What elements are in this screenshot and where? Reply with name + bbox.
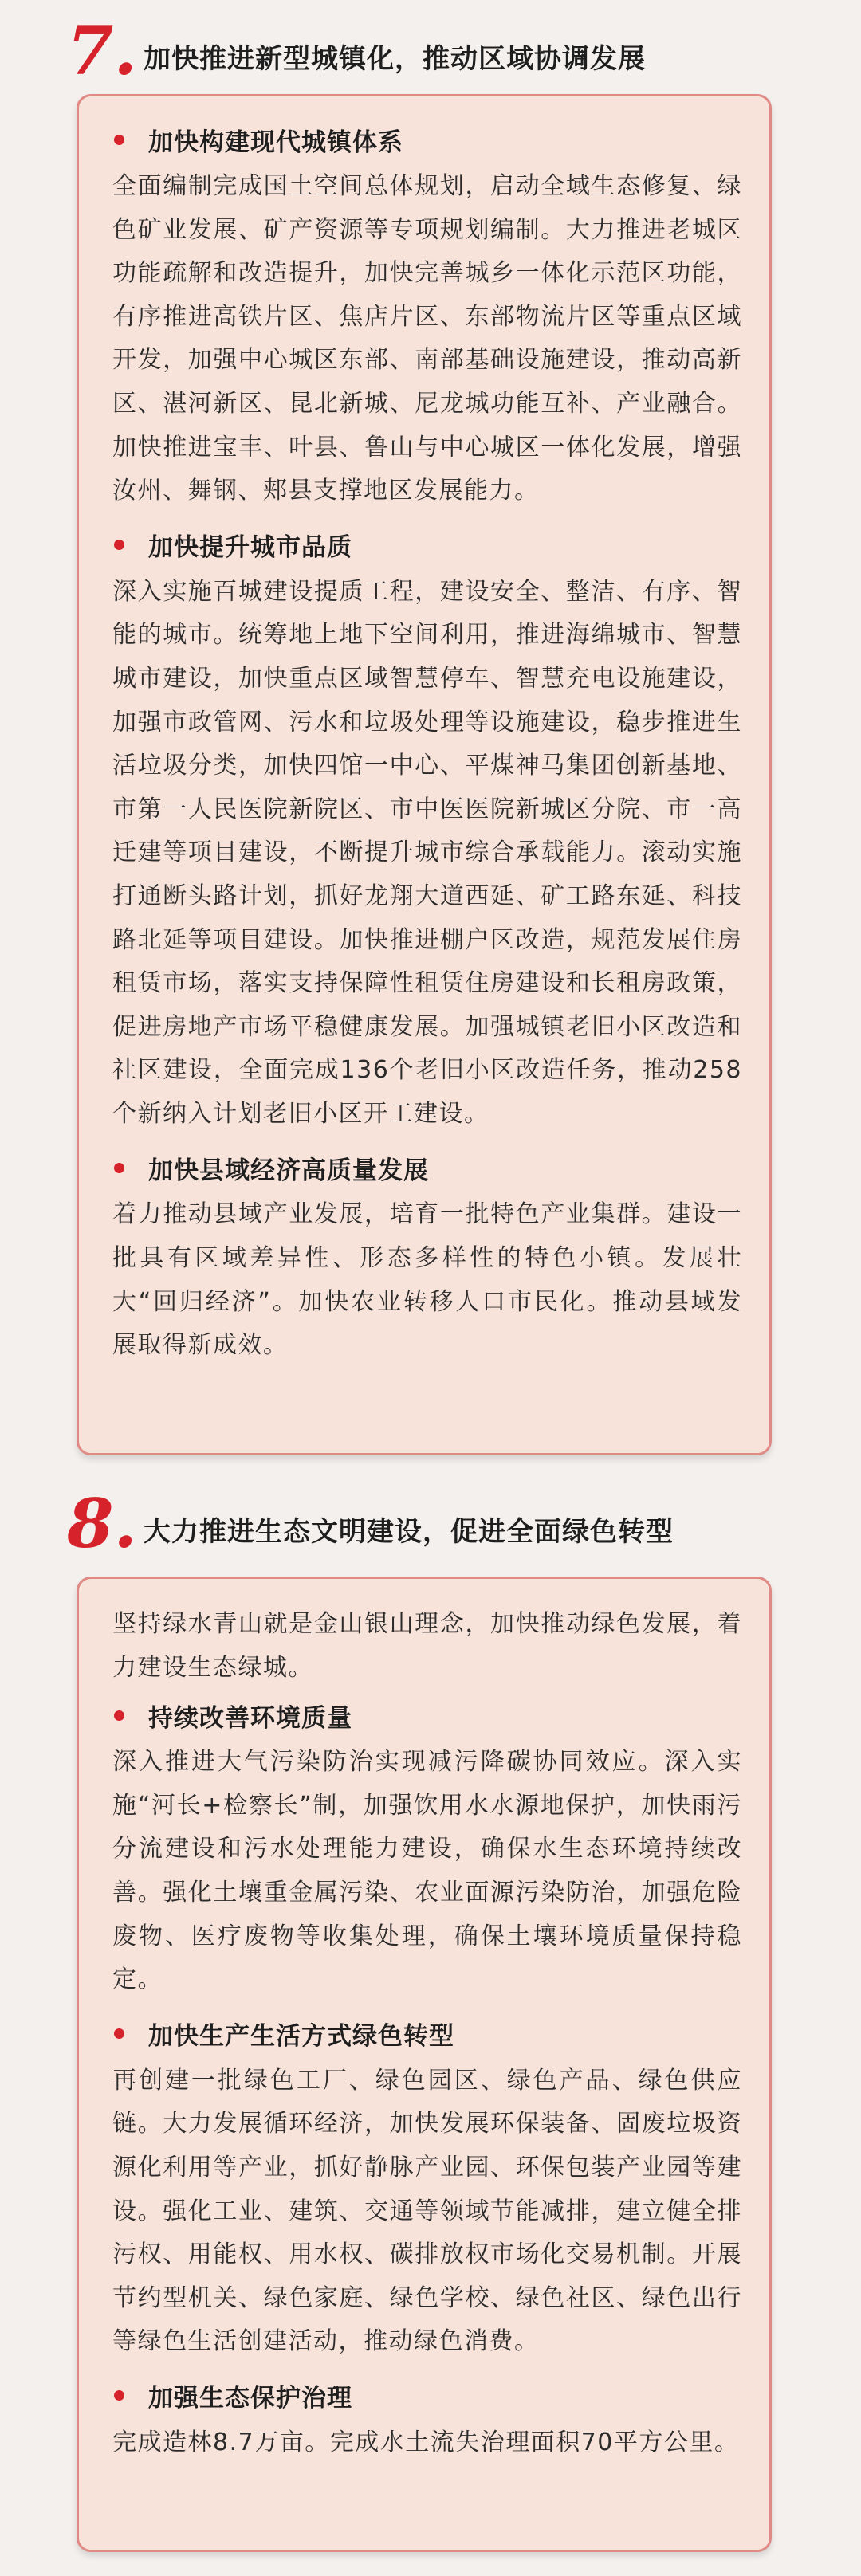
subsection-header <box>112 1149 742 1187</box>
subsection-title: 加快县域经济高质量发展 <box>148 1156 429 1185</box>
subsection <box>112 120 742 513</box>
bullet-dot-icon <box>114 1710 124 1721</box>
subsection-header <box>112 526 742 564</box>
section-header <box>67 1484 832 1563</box>
subsection-title: 持续改善环境质量 <box>148 1703 352 1733</box>
bullet-dot-icon <box>114 2028 124 2039</box>
subsection-header <box>112 2377 742 2415</box>
section-number: 7. <box>67 11 137 90</box>
subsection <box>112 526 742 1137</box>
subsection-title: 加快生产生活方式绿色转型 <box>148 2022 454 2052</box>
subsection-text: 再创建一批绿色工厂、绿色园区、绿色产品、绿色供应链。大力发展循环经济，加快发展环保装备、固废垃圾资源化利用等产业，抓好静脉产业园、环保包装产业园等建设。强化工业、建筑、交通等领域节能减排，建立健全排污权、用能权、用水权、碳排放权市场化交易机制。开展节约型机关、绿色家庭、绿色学校、绿色社区、绿色出行等绿色生活创建活动，推动绿色消费。 <box>112 2066 742 2356</box>
subsection <box>112 2015 742 2364</box>
section-number: 8. <box>67 1484 137 1563</box>
bullet-dot-icon <box>114 2390 124 2401</box>
subsection <box>112 2377 742 2465</box>
subsection-header <box>112 2015 742 2053</box>
section-title: 加快推进新型城镇化，推动区域协调发展 <box>144 43 646 75</box>
section-header <box>67 11 832 90</box>
section-title: 大力推进生态文明建设，促进全面绿色转型 <box>144 1516 674 1548</box>
subsection-header <box>112 1696 742 1734</box>
section-card <box>77 94 772 1455</box>
bullet-dot-icon <box>114 540 124 550</box>
section-card <box>77 1577 772 2552</box>
subsection-text: 深入推进大气污染防治实现减污降碳协同效应。深入实施“河长+检察长”制，加强饮用水水源地保护，加快雨污分流建设和污水处理能力建设，确保水生态环境持续改善。强化土壤重金属污染、农业面源污染防治，加强危险废物、医疗废物等收集处理，确保土壤环境质量保持稳定。 <box>112 1748 742 1994</box>
subsection-title: 加快构建现代城镇体系 <box>148 128 403 157</box>
subsection-header <box>112 120 742 159</box>
subsection-text: 完成造林8.7万亩。完成水土流失治理面积70平方公里。 <box>112 2428 740 2456</box>
subsection-title: 加快提升城市品质 <box>148 533 352 563</box>
subsection <box>112 1149 742 1367</box>
subsection-text: 着力推动县域产业发展，培育一批特色产业集群。建设一批具有区域差异性、形态多样性的特色小镇。发展壮大“回归经济”。加快农业转移人口市民化。推动县域发展取得新成效。 <box>112 1200 742 1360</box>
subsection-text: 全面编制完成国土空间总体规划，启动全域生态修复、绿色矿业发展、矿产资源等专项规划编制。大力推进老城区功能疏解和改造提升，加快完善城乡一体化示范区功能，有序推进高铁片区、焦店片区、东部物流片区等重点区域开发，加强中心城区东部、南部基础设施建设，推动高新区、湛河新区、昆北新城、尼龙城功能互补、产业融合。加快推进宝丰、叶县、鲁山与中心城区一体化发展，增强汝州、舞钢、郏县支撑地区发展能力。 <box>112 172 742 505</box>
subsection-title: 加强生态保护治理 <box>148 2384 352 2413</box>
bullet-dot-icon <box>114 135 124 145</box>
section-intro: 坚持绿水青山就是金山银山理念，加快推动绿色发展，着力建设生态绿城。 <box>112 1610 742 1682</box>
bullet-dot-icon <box>114 1163 124 1173</box>
subsection-text: 深入实施百城建设提质工程，建设安全、整洁、有序、智能的城市。统筹地上地下空间利用，推进海绵城市、智慧城市建设，加快重点区域智慧停车、智慧充电设施建设，加强市政管网、污水和垃圾处理等设施建设，稳步推进生活垃圾分类，加快四馆一中心、平煤神马集团创新基地、市第一人民医院新院区、市中医医院新城区分院、市一高迁建等项目建设，不断提升城市综合承载能力。滚动实施打通断头路计划，抓好龙翔大道西延、矿工路东延、科技路北延等项目建设。加快推进棚户区改造，规范发展住房租赁市场，落实支持保障性租赁住房建设和长租房政策，促进房地产市场平稳健康发展。加强城镇老旧小区改造和社区建设，全面完成136个老旧小区改造任务，推动258个新纳入计划老旧小区开工建设。 <box>112 577 742 1128</box>
subsection <box>112 1696 742 2002</box>
